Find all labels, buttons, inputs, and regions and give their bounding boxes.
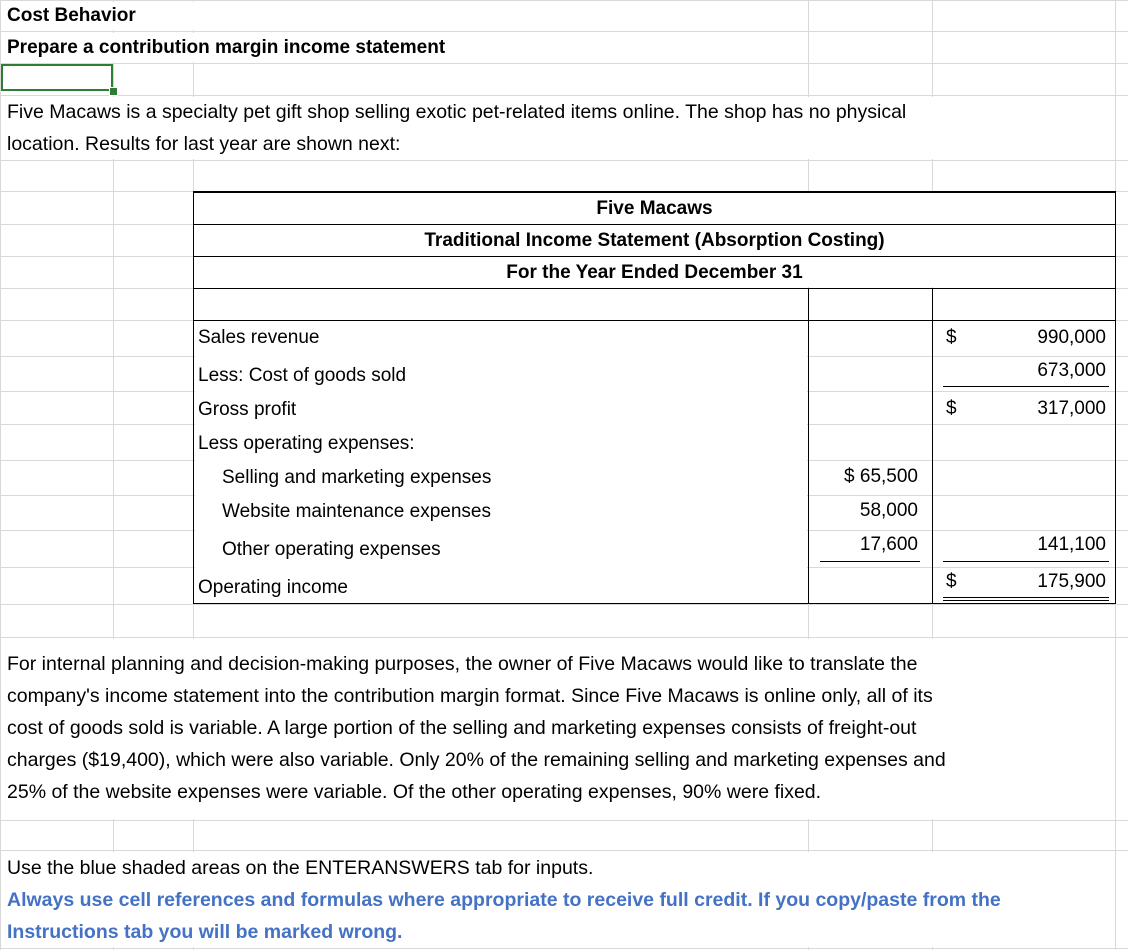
amount-underline [943,386,1109,387]
row-amount: 317,000 [1037,398,1106,419]
statement-title: Traditional Income Statement (Absorption Costing) [424,230,885,251]
sub-amount-underline [820,561,920,562]
sheet-subtitle: Prepare a contribution margin income statement [7,37,446,58]
row-dollar-sign: $ [946,327,957,348]
description-line-3: cost of goods sold is variable. A large portion of the selling and marketing expenses consists of freight-out [7,717,917,739]
row-label: Other operating expenses [222,539,441,560]
row-amount: 990,000 [1037,327,1106,348]
sheet-title: Cost Behavior [7,5,136,26]
row-label: Operating income [198,577,348,598]
row-amount: 673,000 [1037,360,1106,381]
instructions-warning-line-2: Instructions tab you will be marked wrong. [7,921,403,943]
row-sub-amount: $ 65,500 [844,466,918,487]
row-dollar-sign: $ [946,398,957,419]
statement-top-border [193,191,1116,193]
row-sub-amount: 17,600 [859,534,918,555]
selected-cell[interactable] [1,64,113,91]
row-label: Sales revenue [198,327,320,348]
row-label: Website maintenance expenses [222,501,491,522]
intro-line-1: Five Macaws is a specialty pet gift shop selling exotic pet-related items online. The shop has no physical [7,101,907,123]
instructions-warning-line-1: Always use cell references and formulas where appropriate to receive full credit. If you copy/paste from the [7,889,1001,911]
amount-underline [943,561,1109,562]
description-line-4: charges ($19,400), which were also variable. Only 20% of the remaining selling and marketing expenses and [7,749,946,771]
row-label: Less operating expenses: [198,433,415,454]
row-dollar-sign: $ [946,571,957,592]
row-label: Less: Cost of goods sold [198,365,407,386]
row-sub-amount: 58,000 [859,500,918,521]
instructions-line-1: Use the blue shaded areas on the ENTERANSWERS tab for inputs. [7,857,594,879]
row-amount: 175,900 [1037,571,1106,592]
description-line-5: 25% of the website expenses were variable. Of the other operating expenses, 90% were fixed. [7,781,822,803]
description-line-2: company's income statement into the contribution margin format. Since Five Macaws is online only, all of its [7,685,933,707]
statement-company: Five Macaws [596,198,713,219]
description-line-1: For internal planning and decision-making purposes, the owner of Five Macaws would like to translate the [7,653,918,675]
statement-period: For the Year Ended December 31 [506,262,803,283]
row-amount: 141,100 [1037,534,1106,555]
row-label: Selling and marketing expenses [222,467,492,488]
row-label: Gross profit [198,399,297,420]
intro-line-2: location. Results for last year are shown next: [7,133,401,155]
fill-handle[interactable] [109,87,118,96]
statement-bottom-border [193,603,1116,604]
double-underline [943,597,1109,598]
